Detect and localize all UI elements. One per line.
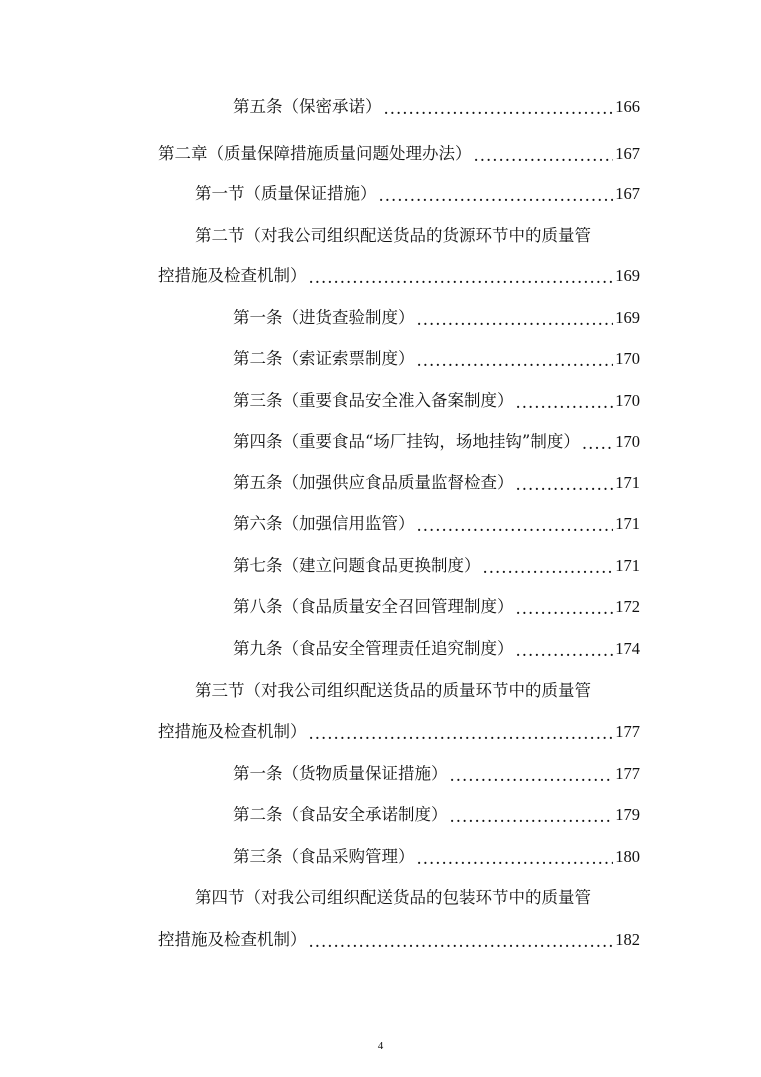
toc-leader-dots xyxy=(450,808,614,826)
toc-entry-title: 第五条（保密承诺） xyxy=(233,97,382,116)
toc-leader-dots xyxy=(483,559,614,577)
toc-entry-page: 171 xyxy=(615,556,640,575)
toc-entry[interactable] xyxy=(233,638,640,660)
toc-entry-title: 控措施及检查机制） xyxy=(158,722,307,741)
toc-entry[interactable] xyxy=(233,763,640,785)
toc-entry-page: 167 xyxy=(615,144,640,163)
toc-entry-page: 169 xyxy=(615,308,640,327)
toc-entry[interactable] xyxy=(233,804,640,826)
toc-leader-dots xyxy=(417,311,614,329)
toc-entry[interactable] xyxy=(233,555,640,577)
toc-entry[interactable] xyxy=(158,265,640,287)
toc-leader-dots xyxy=(417,352,614,370)
toc-entry[interactable] xyxy=(233,307,640,329)
toc-entry-page: 177 xyxy=(615,764,640,783)
toc-leader-dots xyxy=(384,100,614,118)
toc-entry-title: 第九条（食品安全管理责任追究制度） xyxy=(233,639,514,658)
toc-entry-title: 第五条（加强供应食品质量监督检查） xyxy=(233,473,514,492)
toc-leader-dots xyxy=(582,435,613,453)
toc-entry[interactable] xyxy=(195,183,640,205)
toc-entry-page: 167 xyxy=(615,184,640,203)
toc-entry[interactable] xyxy=(233,431,640,453)
toc-entry-title: 第八条（食品质量安全召回管理制度） xyxy=(233,597,514,616)
toc-entry-page: 171 xyxy=(615,514,640,533)
toc-entry-page: 179 xyxy=(615,805,640,824)
toc-entry[interactable] xyxy=(233,472,640,494)
toc-entry-page: 170 xyxy=(615,349,640,368)
toc-leader-dots xyxy=(417,850,614,868)
toc-entry[interactable] xyxy=(158,143,640,165)
toc-entry-title: 第二章（质量保障措施质量问题处理办法） xyxy=(158,144,472,163)
toc-entry-page: 170 xyxy=(615,432,640,451)
toc-entry-title: 第一条（进货查验制度） xyxy=(233,308,415,327)
toc-leader-dots xyxy=(516,642,614,660)
toc-entry-page: 166 xyxy=(615,97,640,116)
toc-leader-dots xyxy=(516,394,614,412)
toc-entry-page: 172 xyxy=(615,597,640,616)
toc-entry-page: 182 xyxy=(615,930,640,949)
toc-entry-title: 第一条（货物质量保证措施） xyxy=(233,764,448,783)
toc-entry[interactable] xyxy=(233,348,640,370)
toc-entry-page: 169 xyxy=(615,266,640,285)
toc-entry-page: 171 xyxy=(615,473,640,492)
toc-entry[interactable] xyxy=(158,721,640,743)
toc-entry[interactable] xyxy=(158,929,640,951)
toc-leader-dots xyxy=(516,600,614,618)
toc-leader-dots xyxy=(516,476,614,494)
toc-leader-dots xyxy=(309,933,614,951)
toc-entry-title: 控措施及检查机制） xyxy=(158,266,307,285)
toc-leader-dots xyxy=(474,147,614,165)
page-number: 4 xyxy=(377,1040,384,1052)
toc-entry[interactable] xyxy=(233,513,640,535)
toc-entry[interactable] xyxy=(233,96,640,118)
toc-entry-title: 第七条（建立问题食品更换制度） xyxy=(233,556,481,575)
toc-entry-page: 170 xyxy=(615,391,640,410)
toc-entry-title: 第二条（索证索票制度） xyxy=(233,349,415,368)
toc-entry-title: 第三条（食品采购管理） xyxy=(233,847,415,866)
toc-entry-title: 第一节（质量保证措施） xyxy=(195,184,377,203)
toc-leader-dots xyxy=(379,187,614,205)
toc-leader-dots xyxy=(309,725,614,743)
toc-entry-page: 174 xyxy=(615,639,640,658)
toc-entry-title-line1[interactable]: 第三节（对我公司组织配送货品的质量环节中的质量管 xyxy=(195,681,591,700)
toc-leader-dots xyxy=(417,517,614,535)
toc-leader-dots xyxy=(309,269,614,287)
toc-entry[interactable] xyxy=(233,846,640,868)
toc-entry-title: 第三条（重要食品安全准入备案制度） xyxy=(233,391,514,410)
toc-entry-title-line1[interactable]: 第二节（对我公司组织配送货品的货源环节中的质量管 xyxy=(195,226,591,245)
toc-entry-title-line1[interactable]: 第四节（对我公司组织配送货品的包装环节中的质量管 xyxy=(195,888,591,907)
toc-entry[interactable] xyxy=(233,390,640,412)
toc-entry-title: 第四条（重要食品“场厂挂钩，场地挂钩”制度） xyxy=(233,432,580,451)
toc-entry-title: 控措施及检查机制） xyxy=(158,930,307,949)
toc-leader-dots xyxy=(450,767,614,785)
toc-entry-title: 第二条（食品安全承诺制度） xyxy=(233,805,448,824)
toc-entry-page: 177 xyxy=(615,722,640,741)
toc-entry[interactable] xyxy=(233,596,640,618)
toc-entry-title: 第六条（加强信用监管） xyxy=(233,514,415,533)
toc-entry-page: 180 xyxy=(615,847,640,866)
